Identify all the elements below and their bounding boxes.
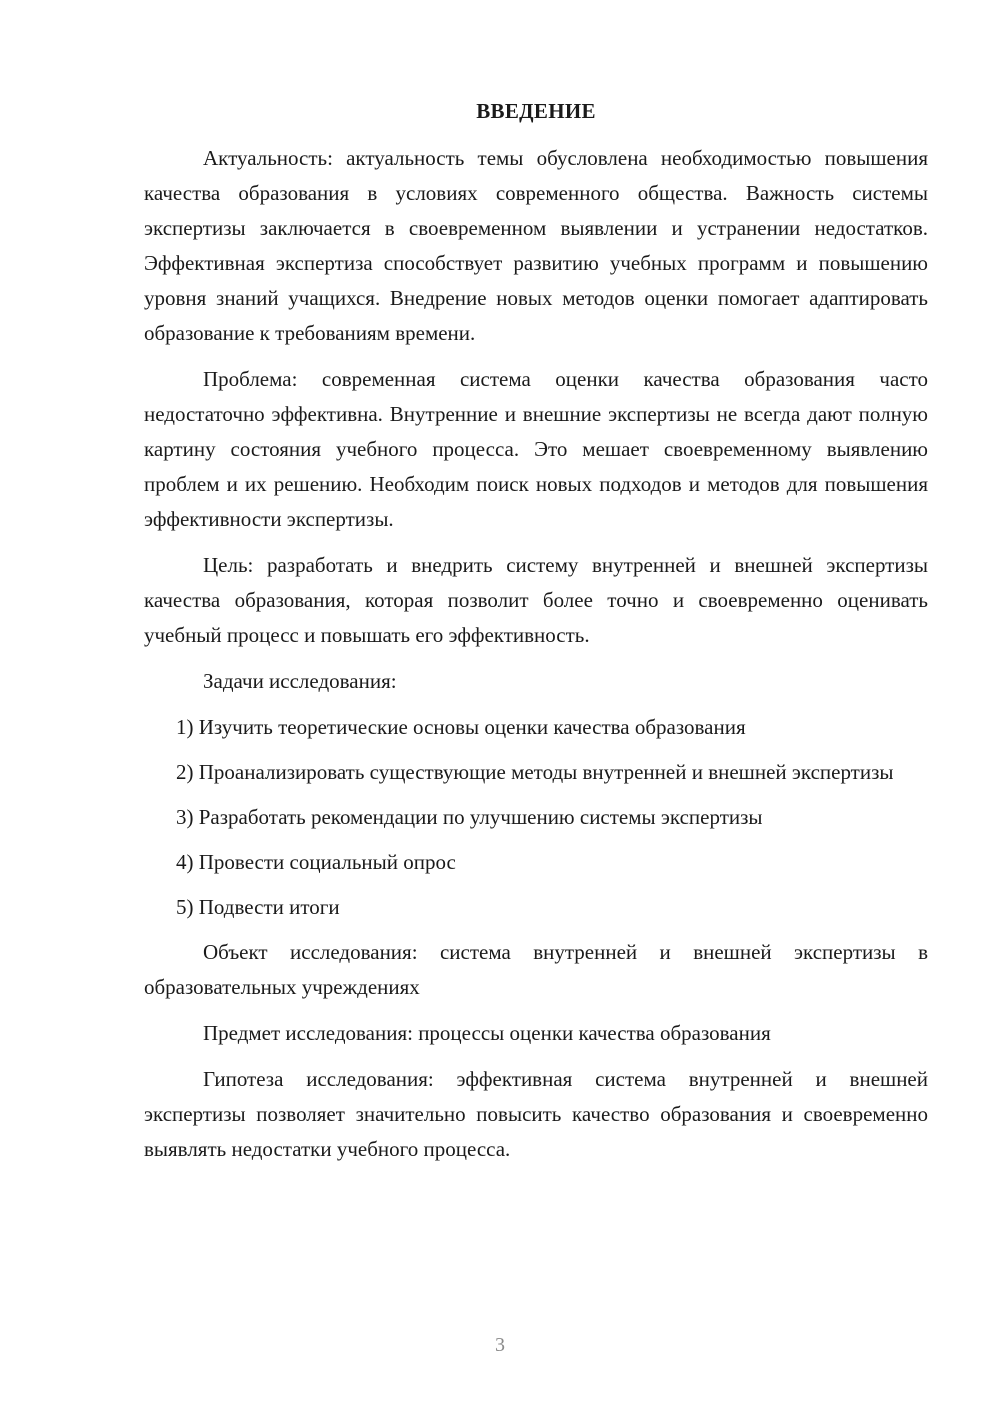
paragraph-object: Объект исследования: система внутренней и внешней экспертизы в образовательных учреждениях bbox=[144, 940, 928, 999]
page-title: ВВЕДЕНИЕ bbox=[476, 99, 596, 123]
task-item-3: 3) Разработать рекомендации по улучшению системы экспертизы bbox=[176, 805, 763, 829]
paragraph-hypothesis: Гипотеза исследования: эффективная система внутренней и внешней экспертизы позволяет значительно повысить качество образования и своевременно выявлять недостатки учебного процесса. bbox=[144, 1067, 928, 1161]
page-number: 3 bbox=[495, 1334, 505, 1356]
paragraph-goal: Цель: разработать и внедрить систему внутренней и внешней экспертизы качества образования, которая позволит более точно и своевременно оценивать учебный процесс и повышать его эффективность. bbox=[144, 553, 928, 647]
task-item-4: 4) Провести социальный опрос bbox=[176, 850, 456, 874]
paragraph-problem: Проблема: современная система оценки качества образования часто недостаточно эффективна. Внутренние и внешние экспертизы не всегда дают полную картину состояния учебного процесса. Это мешает своевременному выявлению проблем и их решению. Необходим поиск новых подходов и методов для повышения эффективности экспертизы. bbox=[144, 367, 928, 531]
task-item-2: 2) Проанализировать существующие методы внутренней и внешней экспертизы bbox=[176, 760, 894, 784]
tasks-heading: Задачи исследования: bbox=[203, 669, 397, 693]
task-item-1: 1) Изучить теоретические основы оценки качества образования bbox=[176, 715, 746, 739]
paragraph-subject: Предмет исследования: процессы оценки качества образования bbox=[203, 1021, 771, 1045]
paragraph-relevance: Актуальность: актуальность темы обусловлена необходимостью повышения качества образования в условиях современного общества. Важность системы экспертизы заключается в своевременном выявлении и устранении недостатков. Эффективная экспертиза способствует развитию учебных программ и повышению уровня знаний учащихся. Внедрение новых методов оценки помогает адаптировать образование к требованиям времени. bbox=[144, 146, 928, 345]
task-item-5: 5) Подвести итоги bbox=[176, 895, 340, 919]
document-page bbox=[144, 96, 928, 1178]
